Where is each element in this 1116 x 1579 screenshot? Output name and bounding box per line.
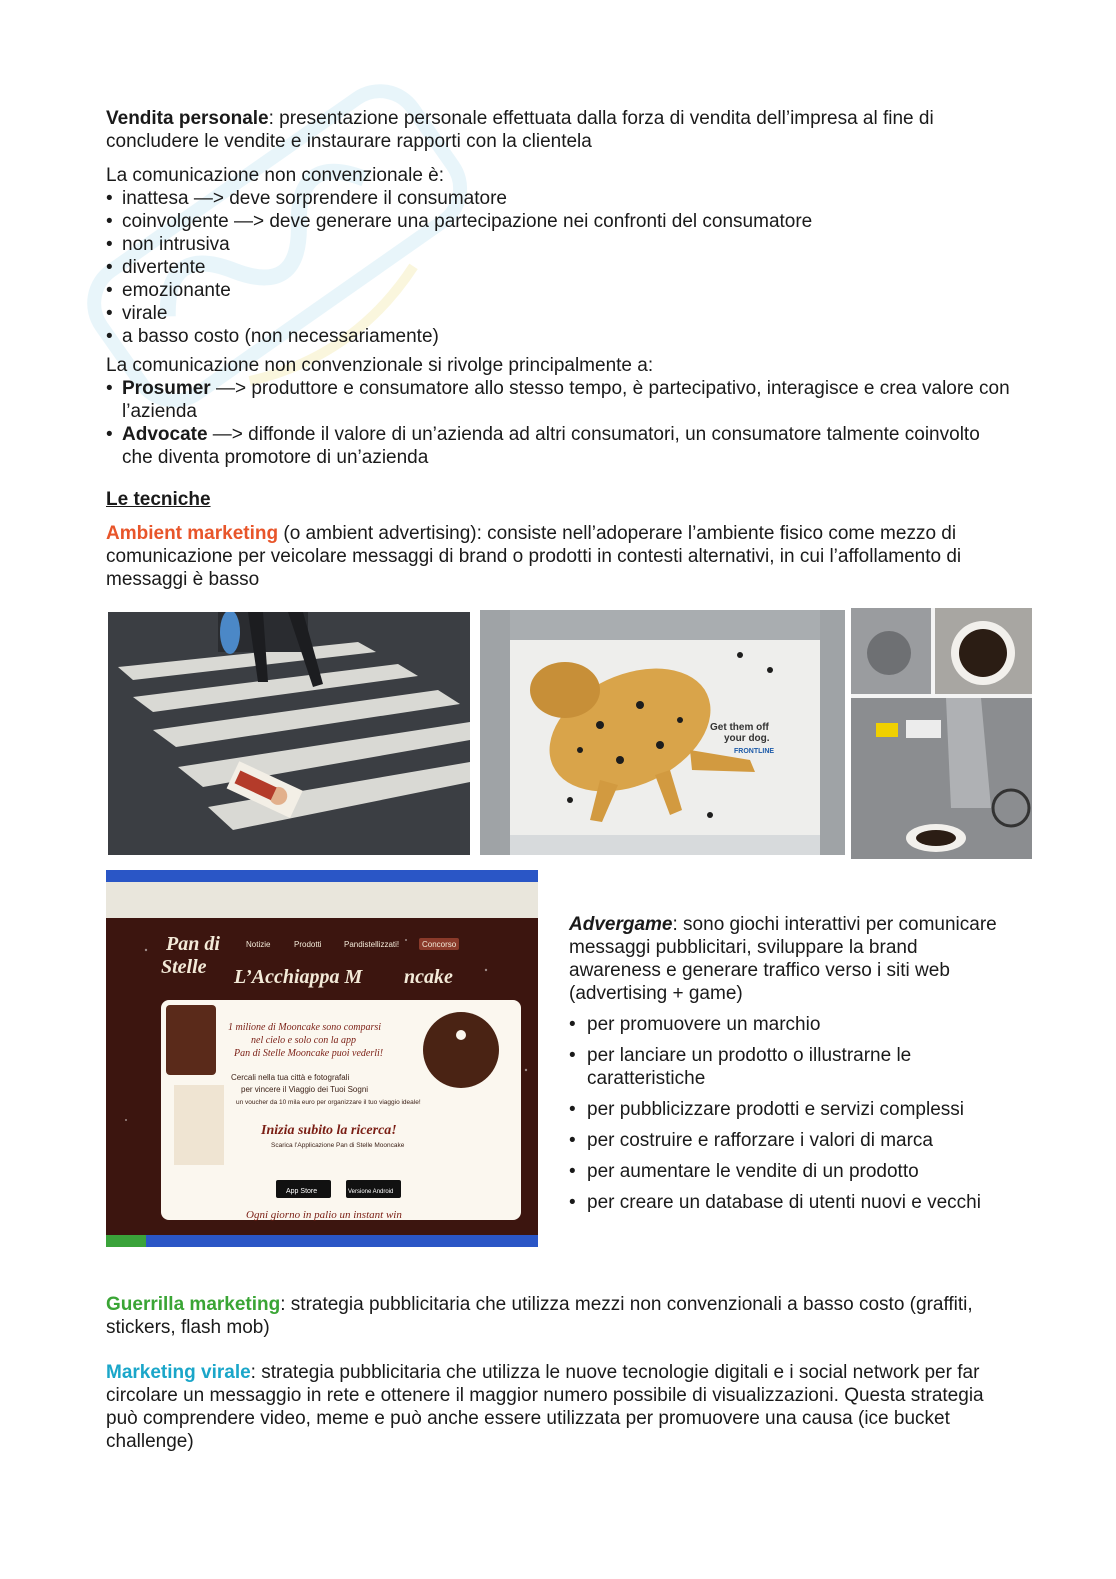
nonconv-characteristics	[106, 164, 1011, 348]
game-title-end: ncake	[404, 966, 453, 988]
prosumer-definition: —> produttore e consumatore allo stesso tempo, è partecipativo, interagisce e crea valore con l’azienda	[122, 378, 1010, 422]
list-item: • non intrusiva	[106, 233, 1011, 256]
frontline-dog-photo	[480, 610, 845, 855]
list-item: • per creare un database di utenti nuovi e vecchi	[569, 1191, 1009, 1214]
advergame-definition: : sono giochi interattivi per comunicare messaggi pubblicitari, sviluppare la brand awareness e generare traffico verso i siti web (advertising + game)	[569, 914, 997, 1004]
vendita-personale-paragraph	[106, 107, 1011, 153]
game-cta: Inizia subito la ricerca!	[261, 1123, 397, 1138]
virale-definition: : strategia pubblicitaria che utilizza le nuove tecnologie digitali e i social network per far circolare un messaggio in rete e ottenere il maggior numero possibile di visualizzazioni. Questa strategia può comprendere video, meme e può anche essere utilizzata per promuovere una causa (ice bucket challenge)	[106, 1362, 984, 1452]
list-item: • virale	[106, 302, 1011, 325]
guerrilla-paragraph	[106, 1293, 1011, 1339]
vendita-definition: : presentazione personale effettuata dalla forza di vendita dell’impresa al fine di concludere le vendite e instaurare rapporti con la clientela	[106, 108, 934, 152]
guerrilla-term: Guerrilla marketing	[106, 1294, 281, 1315]
targets-list	[106, 377, 1011, 469]
list-item: • a basso costo (non necessariamente)	[106, 325, 1011, 348]
game-text-6: un voucher da 10 mila euro per organizzare il tuo viaggio ideale!	[236, 1099, 421, 1106]
list-item: • per aumentare le vendite di un prodotto	[569, 1160, 1009, 1183]
dog-ad-line1: Get them off	[710, 722, 769, 733]
list-item: • emozionante	[106, 279, 1011, 302]
game-text-4: Cercali nella tua città e fotografali	[231, 1073, 350, 1082]
virale-term: Marketing virale	[106, 1362, 251, 1383]
advergame-term: Advergame	[569, 914, 673, 935]
ambient-definition: (o ambient advertising): consiste nell’adoperare l’ambiente fisico come mezzo di comunicazione per veicolare messaggi di brand o prodotti in contesti alternativi, in cui l’affollamento di messaggi è basso	[106, 523, 962, 590]
game-nav-3: Concorso	[422, 940, 457, 949]
game-nav-1: Prodotti	[294, 940, 322, 949]
list-item: • per promuovere un marchio	[569, 1013, 1009, 1036]
game-android-button: Versione Android	[348, 1189, 394, 1195]
advocate-definition: —> diffonde il valore di un’azienda ad altri consumatori, un consumatore talmente coinvolto che diventa promotore di un’azienda	[122, 424, 980, 468]
nonconv-targets-lead: La comunicazione non convenzionale si rivolge principalmente a:	[106, 355, 654, 376]
dog-ad-brand: FRONTLINE	[734, 748, 775, 755]
game-bottom: Ogni giorno in palio un instant win	[246, 1209, 402, 1221]
game-text-3: Pan di Stelle Mooncake puoi vederli!	[234, 1048, 384, 1059]
game-appstore-button: App Store	[286, 1188, 318, 1195]
tecniche-heading: Le tecniche	[106, 489, 211, 510]
game-nav-0: Notizie	[246, 940, 271, 949]
nonconv-lead: La comunicazione non convenzionale è:	[106, 165, 445, 186]
crosswalk-photo	[108, 612, 470, 855]
ambient-paragraph	[106, 522, 1011, 591]
game-text-2: nel cielo e solo con la app	[251, 1035, 356, 1046]
ambient-term: Ambient marketing	[106, 523, 279, 544]
section-heading	[106, 488, 1011, 511]
game-brand-2: Stelle	[161, 956, 207, 978]
list-item: • inattesa —> deve sorprendere il consumatore	[106, 187, 1011, 210]
advergame-screenshot	[106, 870, 538, 1247]
game-nav-2: Pandistellizzati!	[344, 940, 400, 949]
list-item: • per lanciare un prodotto o illustrarne le caratteristiche	[569, 1044, 1009, 1090]
dog-ad-line2: your dog.	[724, 733, 770, 744]
virale-paragraph	[106, 1361, 1011, 1453]
game-text-1: 1 milione di Mooncake sono comparsi	[228, 1022, 382, 1033]
prosumer-term: Prosumer	[122, 378, 211, 399]
advergame-list	[569, 1013, 1009, 1214]
list-item: • divertente	[106, 256, 1011, 279]
nonconv-targets	[106, 354, 1011, 469]
game-text-5: per vincere il Viaggio dei Tuoi Sogni	[241, 1085, 369, 1094]
nonconv-list	[106, 187, 1011, 348]
advergame-section	[569, 913, 1009, 1214]
vendita-term: Vendita personale	[106, 108, 269, 129]
list-item: • per pubblicizzare prodotti e servizi complessi	[569, 1098, 1009, 1121]
game-brand-1: Pan di	[166, 933, 220, 955]
guerrilla-definition: : strategia pubblicitaria che utilizza mezzi non convenzionali a basso costo (graffiti, stickers, flash mob)	[106, 1294, 973, 1338]
game-title: L’Acchiappa M	[234, 966, 363, 988]
list-item	[106, 377, 1011, 423]
list-item: • per costruire e rafforzare i valori di marca	[569, 1129, 1009, 1152]
list-item: • coinvolgente —> deve generare una partecipazione nei confronti del consumatore	[106, 210, 1011, 233]
list-item	[106, 423, 1011, 469]
game-cta-sub: Scarica l’Applicazione Pan di Stelle Mooncake	[271, 1142, 405, 1149]
coffee-manhole-photo	[851, 608, 1032, 859]
advocate-term: Advocate	[122, 424, 208, 445]
